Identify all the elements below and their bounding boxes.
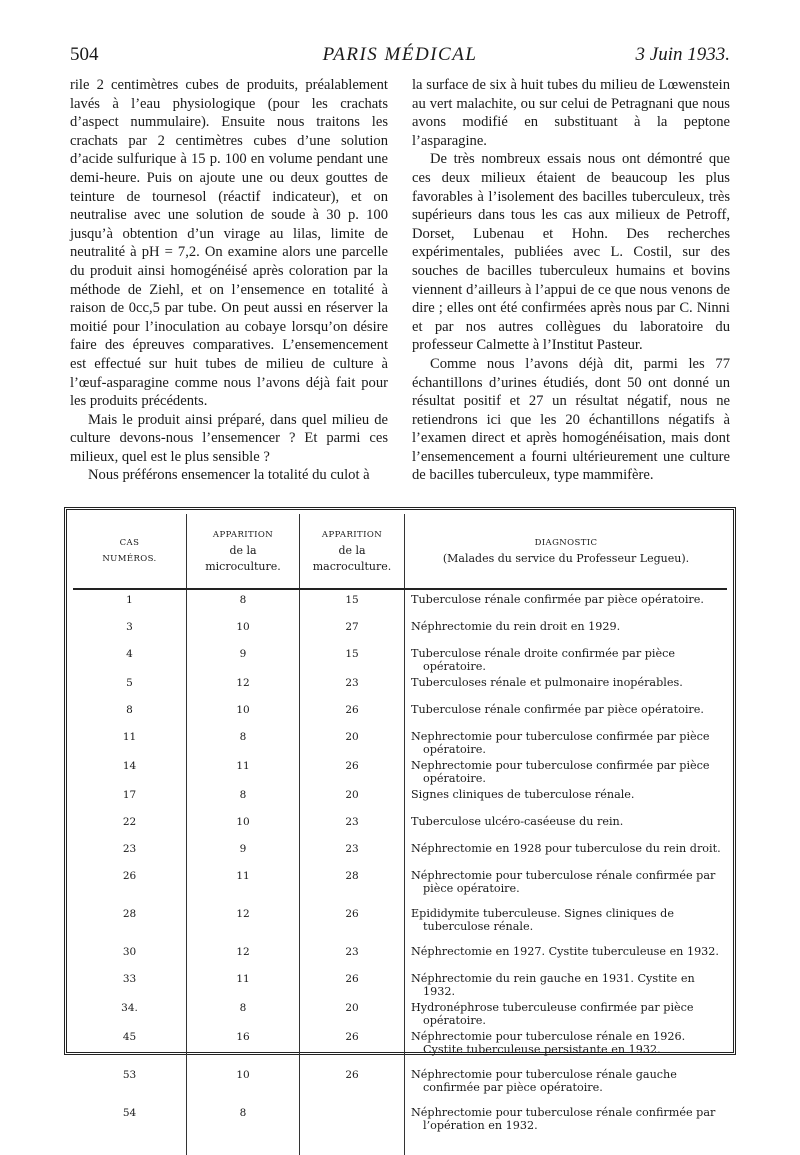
cell-diagnostic: Epididymite tuberculeuse. Signes cliniques de tuberculose rénale. <box>411 907 674 933</box>
cell-cas: 28 <box>73 904 187 942</box>
table-row <box>73 785 727 812</box>
table-row <box>73 700 727 727</box>
table-row <box>73 1065 727 1103</box>
page-number: 504 <box>70 44 99 65</box>
table-row <box>73 589 727 617</box>
cell-microculture: 10 <box>187 1065 300 1103</box>
cell-macroculture: 26 <box>300 969 405 998</box>
cell-microculture: 12 <box>187 904 300 942</box>
cell-diagnostic: Signes cliniques de tuberculose rénale. <box>411 788 635 801</box>
left-column <box>70 76 388 485</box>
table-spacer-row <box>73 1141 727 1155</box>
cell-cas: 4 <box>73 644 187 673</box>
table-row <box>73 866 727 904</box>
paragraph: rile 2 centimètres cubes de produits, préalablement lavés à l’eau physiologique (pour les crachats d’aspect nummulaire). Ensuite nous traitons les crachats par 2 centimètres cubes d’une solution d’acide sulfurique à 15 p. 100 en volume pendant une demi-heure. Puis on ajoute une ou deux gouttes de teinture de tournesol (réactif indicateur), et on neutralise avec une solution de soude à 30 p. 100 jusqu’à obtention d’un virage au lilas, limite de neutralité à pH = 7,2. On examine alors une parcelle du produit ainsi homogénéisé après coloration par la méthode de Ziehl, et on l’ensemence en totalité à raison de 0cc,5 par tube. On peut aussi en réserver la moitié pour l’inoculation au cobaye lorsqu’on désire faire des épreuves comparatives. L’ensemencement est effectué sur huit tubes de milieu de culture à l’œuf-asparagine comme nous l’avons déjà fait pour les produits précédents. <box>70 77 388 410</box>
cell-cas: 34. <box>73 998 187 1027</box>
cell-macroculture: 26 <box>300 904 405 942</box>
table-body <box>73 589 727 1155</box>
table-row <box>73 673 727 700</box>
cell-macroculture: 26 <box>300 700 405 727</box>
cell-diagnostic: Néphrectomie pour tuberculose rénale confirmée par pièce opératoire. <box>411 869 716 895</box>
table-row <box>73 998 727 1027</box>
cell-macroculture: 27 <box>300 617 405 644</box>
cell-macroculture: 28 <box>300 866 405 904</box>
table-row <box>73 1027 727 1065</box>
cell-microculture: 10 <box>187 617 300 644</box>
cell-macroculture: 26 <box>300 1027 405 1065</box>
table-row <box>73 942 727 969</box>
table-row <box>73 756 727 785</box>
page-header <box>70 44 730 70</box>
right-column <box>412 76 730 485</box>
issue-date: 3 Juin 1933. <box>635 44 730 65</box>
cell-microculture: 10 <box>187 700 300 727</box>
cell-diagnostic: Hydronéphrose tuberculeuse confirmée par pièce opératoire. <box>411 1001 694 1027</box>
cell-cas: 11 <box>73 727 187 756</box>
cell-microculture: 8 <box>187 785 300 812</box>
cell-cas: 14 <box>73 756 187 785</box>
cell-diagnostic: Tuberculose rénale confirmée par pièce opératoire. <box>411 703 704 716</box>
cell-diagnostic: Néphrectomie du rein droit en 1929. <box>411 620 621 633</box>
cell-cas: 30 <box>73 942 187 969</box>
cell-diagnostic: Néphrectomie pour tuberculose rénale confirmée par l’opération en 1932. <box>411 1106 716 1132</box>
cell-diagnostic: Tuberculose rénale droite confirmée par pièce opératoire. <box>411 647 675 673</box>
results-table <box>73 514 727 1155</box>
cell-microculture: 11 <box>187 969 300 998</box>
cell-diagnostic: Néphrectomie du rein gauche en 1931. Cystite en 1932. <box>411 972 695 998</box>
cell-cas: 45 <box>73 1027 187 1065</box>
header-macroculture: APPARITION de la macroculture. <box>300 514 405 589</box>
cell-diagnostic: Néphrectomie en 1927. Cystite tuberculeuse en 1932. <box>411 945 719 958</box>
cell-cas: 23 <box>73 839 187 866</box>
table-row <box>73 812 727 839</box>
table-row <box>73 727 727 756</box>
cell-macroculture: 15 <box>300 644 405 673</box>
header-cas: CAS NUMÉROS. <box>73 514 187 589</box>
cell-microculture: 8 <box>187 998 300 1027</box>
paragraph: la surface de six à huit tubes du milieu de Lœwenstein au vert malachite, ou sur celui de Petragnani que nous avons modifié en substituant à la peptone l’asparagine. <box>412 77 730 149</box>
cell-diagnostic: Néphrectomie pour tuberculose rénale gauche confirmée par pièce opératoire. <box>411 1068 677 1094</box>
cell-microculture: 8 <box>187 1103 300 1141</box>
cell-cas: 8 <box>73 700 187 727</box>
cell-diagnostic: Tuberculose rénale confirmée par pièce opératoire. <box>411 593 704 606</box>
cell-cas: 54 <box>73 1103 187 1141</box>
paragraph: Comme nous l’avons déjà dit, parmi les 77 échantillons d’urines étudiés, dont 50 ont donné un résultat positif et 27 un résultat négatif, nous ne retiendrons ici que les 20 échantillons négatifs à l’examen direct et après homogénéisation, mais dont l’ensemencement a fourni ultérieurement une culture de bacilles tuberculeux, type mammifère. <box>412 355 730 484</box>
cell-cas: 3 <box>73 617 187 644</box>
paragraph: De très nombreux essais nous ont démontré que ces deux milieux étaient de beaucoup les plus favorables à l’isolement des bacilles tuberculeux, très supérieurs dans tous les cas aux milieux de Petroff, Dorset, Lubenau et Hohn. Des recherches expérimentales, publiées avec L. Costil, sur des souches de bacilles tuberculeux humains et bovins viennent d’ailleurs à l’appui de ce que nous venons de dire ; elles ont été confirmées après nous par C. Ninni et par nos autres collègues du laboratoire du professeur Calmette à l’Institut Pasteur. <box>412 151 730 354</box>
cell-microculture: 12 <box>187 673 300 700</box>
cell-microculture: 11 <box>187 866 300 904</box>
cell-macroculture: 23 <box>300 812 405 839</box>
cell-diagnostic: Nephrectomie pour tuberculose confirmée par pièce opératoire. <box>411 759 710 785</box>
cell-microculture: 8 <box>187 589 300 617</box>
cell-microculture: 10 <box>187 812 300 839</box>
cell-macroculture <box>300 1103 405 1141</box>
table-row <box>73 839 727 866</box>
cell-macroculture: 20 <box>300 998 405 1027</box>
table-row <box>73 644 727 673</box>
body-text <box>70 76 730 496</box>
cell-diagnostic: Tuberculoses rénale et pulmonaire inopérables. <box>411 676 683 689</box>
cell-diagnostic: Néphrectomie pour tuberculose rénale en 1926. Cystite tuberculeuse persistante en 1932. <box>411 1030 686 1056</box>
cell-cas: 53 <box>73 1065 187 1103</box>
cell-macroculture: 15 <box>300 589 405 617</box>
header-diagnostic: DIAGNOSTIC (Malades du service du Professeur Legueu). <box>405 514 728 589</box>
cell-microculture: 8 <box>187 727 300 756</box>
journal-title: PARIS MÉDICAL <box>322 44 478 65</box>
cell-macroculture: 20 <box>300 727 405 756</box>
cell-cas: 17 <box>73 785 187 812</box>
cell-cas: 33 <box>73 969 187 998</box>
paragraph: Nous préférons ensemencer la totalité du culot à <box>88 467 370 484</box>
cell-macroculture: 23 <box>300 942 405 969</box>
cell-macroculture: 23 <box>300 839 405 866</box>
cell-microculture: 12 <box>187 942 300 969</box>
header-microculture: APPARITION de la microculture. <box>187 514 300 589</box>
paragraph: Mais le produit ainsi préparé, dans quel milieu de culture devons-nous l’ensemencer ? Et parmi ces milieux, quel est le plus sensible ? <box>70 411 388 465</box>
cell-diagnostic: Néphrectomie en 1928 pour tuberculose du rein droit. <box>411 842 721 855</box>
table-row <box>73 1103 727 1141</box>
table-row <box>73 969 727 998</box>
cell-macroculture: 26 <box>300 756 405 785</box>
cell-macroculture: 26 <box>300 1065 405 1103</box>
cell-microculture: 9 <box>187 839 300 866</box>
cell-microculture: 16 <box>187 1027 300 1065</box>
table-row <box>73 904 727 942</box>
cell-cas: 26 <box>73 866 187 904</box>
cell-cas: 22 <box>73 812 187 839</box>
cell-macroculture: 20 <box>300 785 405 812</box>
cell-microculture: 9 <box>187 644 300 673</box>
cell-diagnostic: Tuberculose ulcéro-caséeuse du rein. <box>411 815 624 828</box>
table-header-row <box>73 514 727 589</box>
table-row <box>73 617 727 644</box>
cell-macroculture: 23 <box>300 673 405 700</box>
cell-diagnostic: Nephrectomie pour tuberculose confirmée par pièce opératoire. <box>411 730 710 756</box>
cell-cas: 1 <box>73 589 187 617</box>
results-table-frame <box>64 507 736 1132</box>
cell-cas: 5 <box>73 673 187 700</box>
cell-microculture: 11 <box>187 756 300 785</box>
